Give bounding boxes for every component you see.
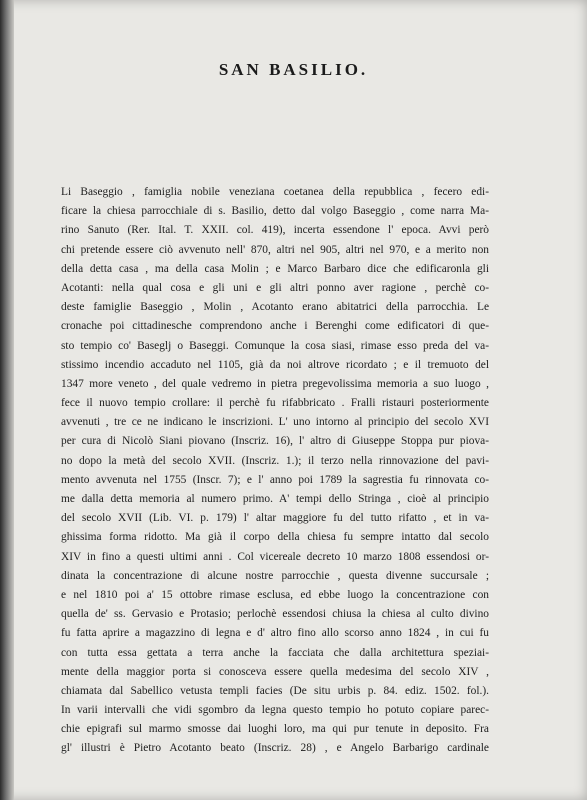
text-line: stissimo incendio accaduto nel 1105, già da noi altrove ricordato ; e il tremuoto del xyxy=(61,358,489,371)
text-line: mento avvenuta nel 1755 (Inscr. 7); e l' anno poi 1789 la sagrestia fu rinnovata co- xyxy=(61,473,489,486)
text-line: 1347 more veneto , del quale vedremo in pietra pregevolissima memoria a suo luogo , xyxy=(61,377,489,390)
text-line: ficare la chiesa parrocchiale di s. Basilio, detto dal volgo Baseggio , come narra Ma- xyxy=(61,205,489,218)
text-line: me dalla detta memoria al numero primo. A' tempi dello Stringa , cioè al principio xyxy=(61,493,489,505)
text-line: no dopo la metà del secolo XVII. (Inscriz. 1.); il terzo nella rinnovazione del pavi- xyxy=(61,454,489,467)
body-text xyxy=(61,183,489,759)
text-line: quella de' ss. Gervasio e Protasio; perlochè essendosi chiusa la chiesa al culto divino xyxy=(61,608,489,621)
text-line: In varii intervalli che vidi sgombro da legna questo tempio ho potuto copiare parec- xyxy=(61,704,489,717)
text-line: XIV in fino a questi ultimi anni . Col vicereale decreto 10 marzo 1808 essendosi or- xyxy=(61,550,489,563)
text-line: mente della maggior porta si conosceva essere quella medesima del secolo XIV , xyxy=(61,665,489,678)
text-line: avvenuti , tre ce ne indicano le inscrizioni. L' uno intorno al principio del secolo XVI xyxy=(61,416,489,429)
page-title: SAN BASILIO. xyxy=(218,60,369,79)
text-line: ghissima forma ridotto. Ma già il corpo della chiesa fu sempre intatto dal secolo xyxy=(61,531,489,544)
text-line: fece il nuovo tempio crollare: il perchè fu rifabbricato . Fralli ristauri posteriormente xyxy=(61,397,489,410)
text-line: con tutta essa gettata a terra anche la facciata che dalla architettura speziai- xyxy=(61,646,489,659)
text-line: chi pretende essere ciò avvenuto nell' 870, altri nel 905, altri nel 970, e a merito non xyxy=(61,243,489,256)
text-line: sto tempio co' Baseglj o Baseggi. Comunque la cosa siasi, rimase esso preda del va- xyxy=(61,339,489,352)
text-line: chiamata dal Sabellico vetusta templi facies (De situ urbis p. 84. ediz. 1502. fol.). xyxy=(61,684,489,697)
text-line: fu fatta aprire a magazzino di legna e d' altro fino allo scorso anno 1824 , in cui fu xyxy=(61,627,489,640)
text-line: cronache poi cittadinesche comprendono anche i Berenghi come edificatori di que- xyxy=(61,320,489,333)
text-line: chie epigrafi sul marmo smosse dai luoghi loro, ma qui pur tenute in deposito. Fra xyxy=(61,723,489,736)
text-line: Li Baseggio , famiglia nobile veneziana coetanea della repubblica , fecero edi- xyxy=(61,186,489,198)
text-line: del secolo XVII (Lib. VI. p. 179) l' altar maggiore fu del tutto rifatto , et in va- xyxy=(61,512,489,525)
text-line: della detta casa , ma della casa Molin ; e Marco Barbaro dice che edificaronla gli xyxy=(61,262,489,275)
text-line: e nel 1810 poi a' 15 ottobre rimase esclusa, ed ebbe luogo la concentrazione con xyxy=(61,588,489,601)
text-line: Acotanti: nella qual cosa e gli uni e gli altri ponno aver ragione , perchè co- xyxy=(61,281,489,294)
text-line: rino Sanuto (Rer. Ital. T. XXII. col. 419), incerta essendone l' epoca. Avvi però xyxy=(61,224,489,237)
book-spine-shadow xyxy=(0,0,14,800)
text-line: deste famiglie Baseggio , Molin , Acotanto erano abitatrici della parrocchia. Le xyxy=(61,301,489,314)
text-line: per cura di Nicolò Siani piovano (Inscriz. 16), l' altro di Giuseppe Stoppa pur piova- xyxy=(61,435,489,448)
text-line: gl' illustri è Pietro Acotanto beato (Inscriz. 28) , e Angelo Barbarigo cardinale xyxy=(61,742,489,755)
text-line: dinata la concentrazione di alcune nostre parrocchie , questa divenne succursale ; xyxy=(61,569,489,582)
